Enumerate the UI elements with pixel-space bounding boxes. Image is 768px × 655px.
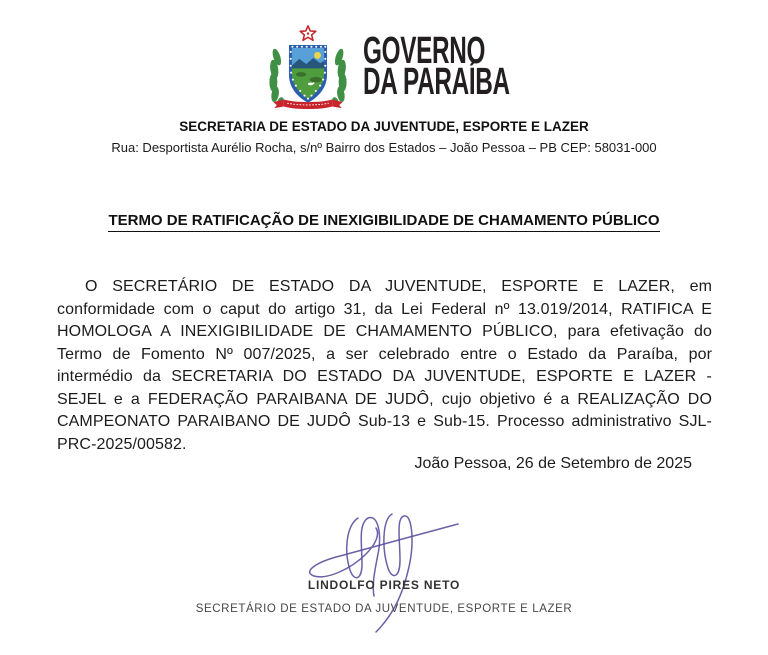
government-name-line2: DA PARAÍBA [363, 61, 510, 103]
paraiba-coat-of-arms-icon [263, 24, 353, 111]
government-name-line1: GOVERNO [363, 30, 486, 72]
secretariat-name: SECRETARIA DE ESTADO DA JUVENTUDE, ESPORTE E LAZER [179, 119, 589, 134]
government-name [363, 24, 510, 103]
government-logo [0, 24, 768, 111]
document-title [0, 212, 768, 232]
ratification-paragraph: O SECRETÁRIO DE ESTADO DA JUVENTUDE, ESPORTE E LAZER, em conformidade com o caput do artigo 31, da Lei Federal nº 13.019/2014, RATIFICA E HOMOLOGA A INEXIGIBILIDADE DE CHAMAMENTO PÚBLICO, para efetivação do Termo de Fomento Nº 007/2025, a ser celebrado entre o Estado da Paraíba, por intermédio da SECRETARIA DO ESTADO DA JUVENTUDE, ESPORTE E LAZER - SEJEL e a FEDERAÇÃO PARAIBANA DE JUDÔ, cujo objetivo é a REALIZAÇÃO DO CAMPEONATO PARAIBANO DE JUDÔ Sub-13 e Sub-15. Processo administrativo SJL-PRC-2025/00582. [57, 278, 712, 453]
secretariat-address: Rua: Desportista Aurélio Rocha, s/nº Bairro dos Estados – João Pessoa – PB CEP: 58031-000 [111, 140, 657, 155]
sun-icon [314, 52, 321, 59]
handwritten-signature [300, 506, 465, 636]
right-branch [331, 48, 347, 108]
dateline: João Pessoa, 26 de Setembro de 2025 [414, 455, 692, 472]
signatory-name: LINDOLFO PIRES NETO [307, 578, 461, 592]
document-title-text: TERMO DE RATIFICAÇÃO DE INEXIGIBILIDADE DE CHAMAMENTO PÚBLICO [108, 212, 659, 232]
signatory-role: SECRETÁRIO DE ESTADO DA JUVENTUDE, ESPORTE E LAZER [195, 603, 573, 615]
left-branch [269, 48, 285, 108]
